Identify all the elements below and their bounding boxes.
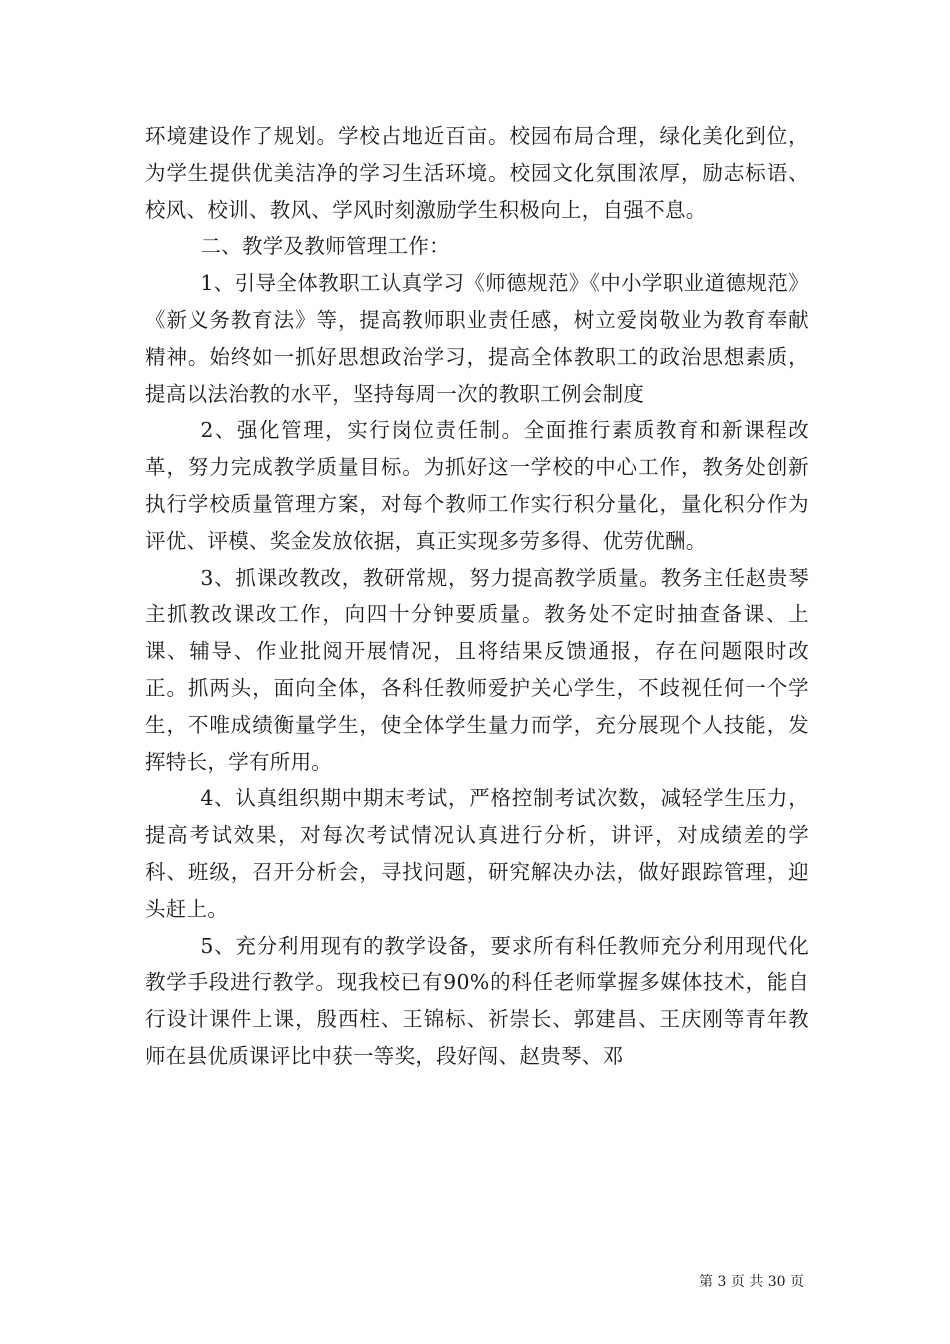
paragraph-item-2: 2、强化管理，实行岗位责任制。全面推行素质教育和新课程改革，努力完成教学质量目标。为抓好这一学校的中心工作，教务处创新执行学校质量管理方案，对每个教师工作实行积分量化，量化积分作为评优、评模、奖金发放依据，真正实现多劳多得、优劳优酬。 [145, 418, 809, 553]
document-body [145, 118, 809, 1075]
section-heading-teaching-management: 二、教学及教师管理工作： [200, 234, 450, 259]
paragraph-campus-environment: 环境建设作了规划。学校占地近百亩。校园布局合理，绿化美化到位，为学生提供优美洁净的学习生活环境。校园文化氛围浓厚，励志标语、校风、校训、教风、学风时刻激励学生积极向上，自强不息。 [145, 124, 809, 222]
paragraph-item-5: 5、充分利用现有的教学设备，要求所有科任教师充分利用现代化教学手段进行教学。现我校已有90%的科任老师掌握多媒体技术，能自行设计课件上课，殷西柱、王锦标、祈崇长、郭建昌、王庆刚等青年教师在县优质课评比中获一等奖，段好闯、赵贵琴、邓 [145, 933, 809, 1068]
paragraph-item-3: 3、抓课改教改，教研常规，努力提高教学质量。教务主任赵贵琴主抓教改课改工作，向四十分钟要质量。教务处不定时抽查备课、上课、辅导、作业批阅开展情况，且将结果反馈通报，存在问题限时改正。抓两头，面向全体，各科任教师爱护关心学生，不歧视任何一个学生，不唯成绩衡量学生，使全体学生量力而学，充分展现个人技能，发挥特长，学有所用。 [145, 565, 809, 774]
paragraph-item-4: 4、认真组织期中期末考试，严格控制考试次数，减轻学生压力，提高考试效果，对每次考试情况认真进行分析，讲评，对成绩差的学科、班级，召开分析会，寻找问题，研究解决办法，做好跟踪管理，迎头赶上。 [145, 786, 809, 921]
page-number: 第 3 页 共 30 页 [699, 1274, 804, 1290]
paragraph-item-1: 1、引导全体教职工认真学习《师德规范》《中小学职业道德规范》《新义务教育法》等，提高教师职业责任感，树立爱岗敬业为教育奉献精神。始终如一抓好思想政治学习，提高全体教职工的政治思想素质，提高以法治教的水平，坚持每周一次的教职工例会制度 [145, 271, 809, 406]
